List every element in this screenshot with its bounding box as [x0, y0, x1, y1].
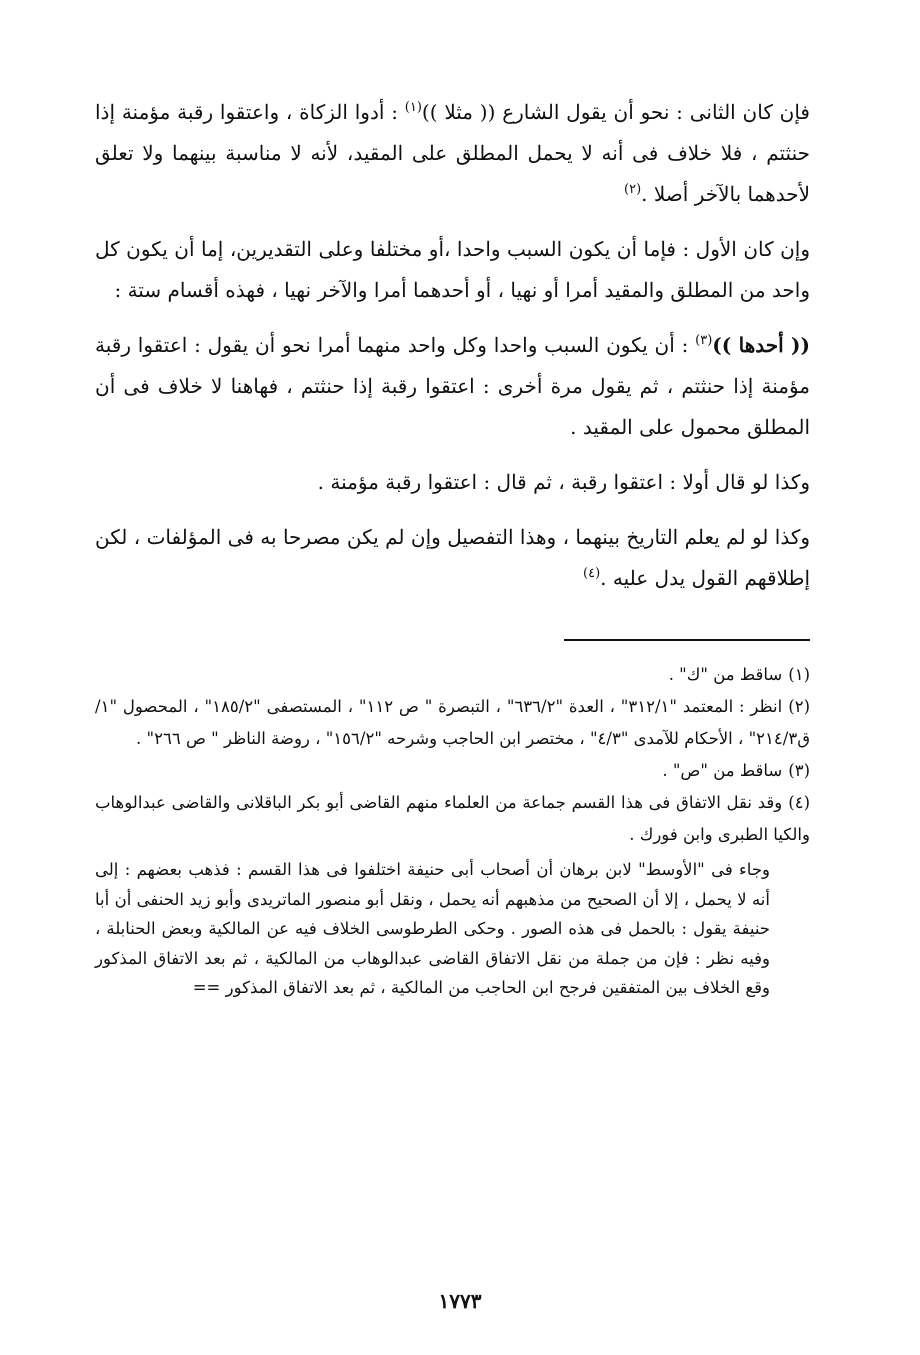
footnote-number: (٢)	[788, 697, 810, 716]
footnote-ref-2[interactable]: (٢)	[624, 182, 642, 197]
footnote-number: (٣)	[788, 761, 810, 780]
footnote-text: وقد نقل الاتفاق فى هذا القسم جماعة من العلماء منهم القاضى أبو بكر الباقلانى والقاضى عبدالوهاب والكيا الطبرى وابن فورك .	[95, 793, 810, 844]
footnote-1	[95, 659, 810, 691]
footnote-4-continuation: وجاء فى "الأوسط" لابن برهان أن أصحاب أبى حنيفة اختلفوا فى هذا القسم : فذهب بعضهم : إلى أنه لا يحمل ، إلا أن الصحيح من مذهبهم أنه يحمل ، ونقل أبو منصور الماتريدى وأبو زيد الحنفى أن أبا حنيفة يقول : بالحمل فى هذه الصور . وحكى الطرطوسى الخلاف فيه عن المالكية وبعض الحنابلة ، وفيه نظر : فإن من جملة من نقل الاتفاق القاضى عبدالوهاب من المالكية ، ثم بعد الاتفاق المذكور وقع الخلاف بين المتفقين فرجح ابن الحاجب من المالكية ، ثم بعد الاتفاق المذكور ==	[95, 860, 770, 997]
paragraph-1-text-b: : أدوا الزكاة ، واعتقوا رقبة مؤمنة إذا حنثتم ، فلا خلاف فى أنه لا يحمل المطلق على المقيد، لأنه لا مناسبة بينهما ولا تعلق لأحدهما بالآخر أصلا .	[95, 100, 810, 206]
paragraph-4-text: وكذا لو قال أولا : اعتقوا رقبة ، ثم قال : اعتقوا رقبة مؤمنة .	[317, 470, 810, 494]
footnote-2	[95, 691, 810, 755]
paragraph-2	[95, 229, 810, 311]
footnote-3	[95, 755, 810, 787]
footnote-ref-4[interactable]: (٤)	[583, 566, 601, 581]
paragraph-5-text: وكذا لو لم يعلم التاريخ بينهما ، وهذا التفصيل وإن لم يكن مصرحا به فى المؤلفات ، لكن إطلاقهم القول يدل عليه .	[95, 525, 810, 590]
paragraph-3	[95, 325, 810, 448]
paragraph-3-text: : أن يكون السبب واحدا وكل واحد منهما أمرا نحو أن يقول : اعتقوا رقبة مؤمنة إذا حنثتم ، ثم يقول مرة أخرى : اعتقوا رقبة إذا حنثتم ، فهاهنا لا خلاف فى أن المطلق محمول على المقيد .	[95, 333, 810, 439]
footnote-4	[95, 787, 810, 851]
footnote-number: (٤)	[788, 793, 810, 812]
footnotes	[95, 659, 810, 1003]
paragraph-1	[95, 92, 810, 215]
footnote-text: ساقط من "ك" .	[668, 665, 783, 684]
paragraph-1-text-a: فإن كان الثانى : نحو أن يقول الشارع (( مثلا ))	[421, 100, 810, 124]
footnote-divider	[564, 639, 810, 641]
page-number: ١٧٧٣	[438, 1289, 482, 1313]
footnote-text: ساقط من "ص" .	[662, 761, 783, 780]
paragraph-2-text: وإن كان الأول : فإما أن يكون السبب واحدا ،أو مختلفا وعلى التقديرين، إما أن يكون كل واحد من المطلق والمقيد أمرا أو نهيا ، أو أحدهما أمرا والآخر نهيا ، فهذه أقسام ستة :	[95, 237, 810, 302]
paragraph-4	[95, 462, 810, 503]
footnote-number: (١)	[788, 665, 810, 684]
footnote-ref-3[interactable]: (٣)	[695, 333, 713, 348]
paragraph-3-heading: (( أحدها ))	[712, 333, 810, 357]
paragraph-5	[95, 517, 810, 599]
footnote-text: انظر : المعتمد "٣١٢/١" ، العدة "٦٣٦/٢" ، التبصرة " ص ١١٢" ، المستصفى "١٨٥/٢" ، المحصول "١/ق٢١٤/٣" ، الأحكام للآمدى "٤/٣" ، مختصر ابن الحاجب وشرحه "١٥٦/٢" ، روضة الناظر " ص ٢٦٦" .	[95, 697, 810, 748]
footnote-ref-1[interactable]: (١)	[404, 100, 422, 115]
